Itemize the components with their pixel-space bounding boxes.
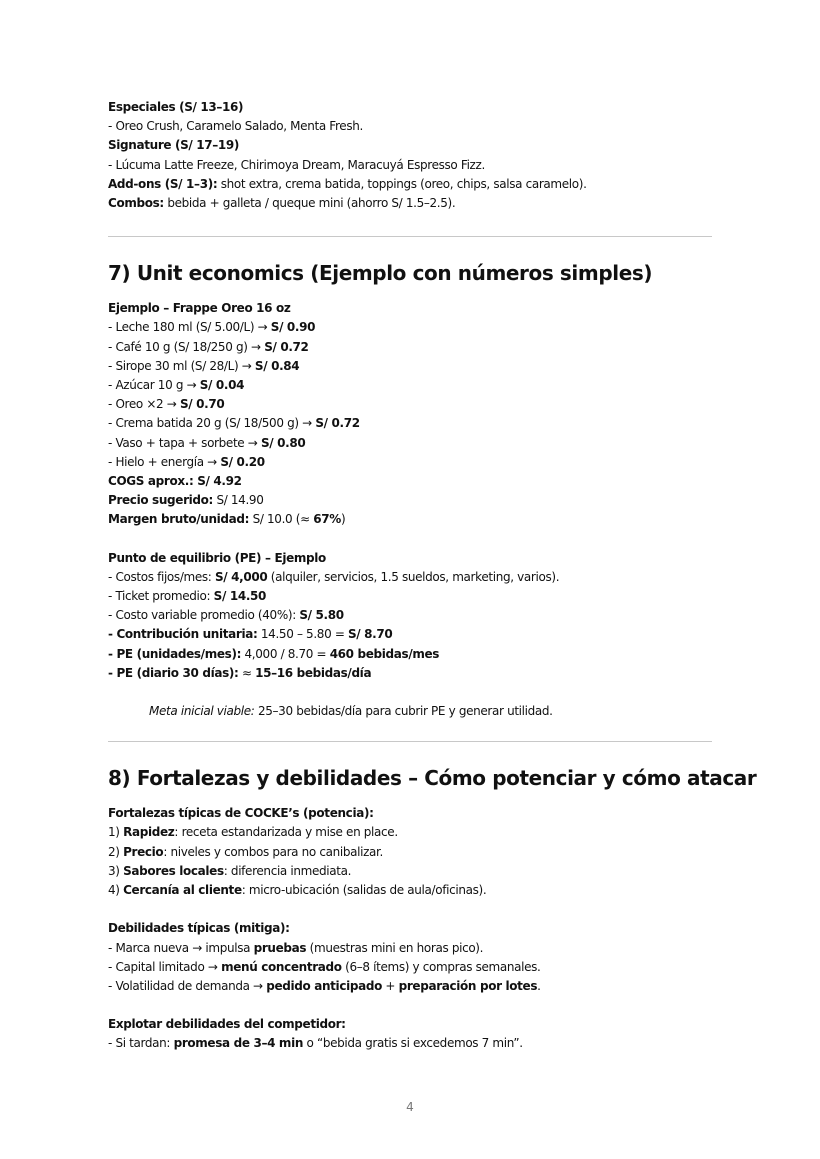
fortaleza-detail: : micro-ubicación (salidas de aula/oficinas). <box>241 883 487 898</box>
cost-item-value: S/ 0.72 <box>264 339 309 354</box>
page-number: 4 <box>406 1100 414 1114</box>
cost-item-value: S/ 0.84 <box>254 358 300 373</box>
contrib-label: - Contribución unitaria: <box>108 627 258 642</box>
explotar-promise: promesa de 3–4 min <box>173 1036 304 1051</box>
addons-text: shot extra, crema batida, toppings (oreo, chips, salsa caramelo). <box>217 176 587 191</box>
cost-item <box>108 395 712 414</box>
margen-close: ) <box>340 512 346 527</box>
pe-mes-text: 4,000 / 8.70 = <box>241 646 330 661</box>
cost-item-label: - Hielo + energía → <box>108 454 221 469</box>
debilidad-detail: . <box>537 978 541 993</box>
debilidad-item <box>108 958 712 977</box>
debilidad-detail: (6–8 ítems) y compras semanales. <box>341 959 541 974</box>
margen-pct: 67% <box>313 512 341 527</box>
debilidad-action: pedido anticipado <box>266 978 382 993</box>
cost-item-label: - Azúcar 10 g → <box>108 378 200 393</box>
debilidad-item <box>108 939 712 958</box>
debilidad-joiner: + <box>381 978 399 993</box>
pe-mensual <box>108 645 712 664</box>
pe-dia-value: 15–16 bebidas/día <box>255 665 372 680</box>
cost-item-label: - Oreo ×2 → <box>108 397 180 412</box>
cost-item <box>108 357 712 376</box>
fortaleza-item <box>108 881 712 900</box>
costo-var-label: - Costo variable promedio (40%): <box>108 608 300 623</box>
meta-inicial <box>108 702 712 721</box>
fortaleza-name: Rapidez <box>123 825 175 840</box>
pe-diario <box>108 664 712 683</box>
addons-label: Add-ons (S/ 1–3): <box>108 176 218 191</box>
cost-item-label: - Café 10 g (S/ 18/250 g) → <box>108 339 265 354</box>
debilidad-text: - Marca nueva → impulsa <box>108 940 254 955</box>
combos-text: bebida + galleta / queque mini (ahorro S/ 1.5–2.5). <box>163 196 456 211</box>
addons-line <box>108 175 712 194</box>
debilidad-text: - Volatilidad de demanda → <box>108 978 267 993</box>
meta-text: 25–30 bebidas/día para cubrir PE y generar utilidad. <box>254 704 553 719</box>
debilidad-action: pruebas <box>253 940 307 955</box>
document-body <box>108 98 757 1054</box>
fortaleza-item <box>108 862 712 881</box>
margen-label: Margen bruto/unidad: <box>108 512 250 527</box>
combos-label: Combos: <box>108 196 164 211</box>
contribucion-unitaria <box>108 625 712 644</box>
precio-sugerido <box>108 491 712 510</box>
especiales-items: - Oreo Crush, Caramelo Salado, Menta Fresh. <box>108 119 363 134</box>
debilidad-text: - Capital limitado → <box>108 959 222 974</box>
meta-label: Meta inicial viable: <box>149 704 255 719</box>
cost-item-label: - Sirope 30 ml (S/ 28/L) → <box>108 358 255 373</box>
fortaleza-item <box>108 843 712 862</box>
signature-items: - Lúcuma Latte Freeze, Chirimoya Dream, Maracuyá Espresso Fizz. <box>108 157 485 172</box>
signature-title: Signature (S/ 17–19) <box>108 138 240 153</box>
pe-dia-text: ≈ <box>238 665 256 680</box>
fortaleza-number: 1) <box>108 825 124 840</box>
pe-dia-label: - PE (diario 30 días): <box>108 665 239 680</box>
margen-bruto <box>108 510 712 529</box>
cogs-total: COGS aprox.: S/ 4.92 <box>108 474 242 489</box>
margen-value: S/ 10.0 (≈ <box>249 512 314 527</box>
example-title: Ejemplo – Frappe Oreo 16 oz <box>108 301 291 316</box>
debilidad-action: menú concentrado <box>221 959 342 974</box>
precio-value: S/ 14.90 <box>212 493 264 508</box>
pe-mes-label: - PE (unidades/mes): <box>108 646 242 661</box>
section-8-heading: 8) Fortalezas y debilidades – Cómo potenciar y cómo atacar <box>108 766 757 791</box>
cost-item <box>108 453 712 472</box>
explotar-item <box>108 1034 712 1053</box>
costos-fijos <box>108 568 712 587</box>
cost-item <box>108 338 712 357</box>
cost-item-value: S/ 0.20 <box>220 454 265 469</box>
ticket-promedio <box>108 587 712 606</box>
section-7-heading: 7) Unit economics (Ejemplo con números simples) <box>108 261 653 286</box>
costos-fijos-label: - Costos fijos/mes: <box>108 569 215 584</box>
costo-var-value: S/ 5.80 <box>299 608 344 623</box>
combos-line <box>108 194 712 213</box>
explotar-title: Explotar debilidades del competidor: <box>108 1017 346 1032</box>
cost-item-value: S/ 0.72 <box>315 416 360 431</box>
cost-item-label: - Vaso + tapa + sorbete → <box>108 435 261 450</box>
fortaleza-number: 3) <box>108 863 124 878</box>
fortalezas-title: Fortalezas típicas de COCKE’s (potencia): <box>108 806 374 821</box>
explotar-text: - Si tardan: <box>108 1036 174 1051</box>
costos-fijos-value: S/ 4,000 <box>214 569 268 584</box>
costos-fijos-detail: (alquiler, servicios, 1.5 sueldos, marketing, varios). <box>267 569 560 584</box>
debilidad-action: preparación por lotes <box>398 978 538 993</box>
fortaleza-detail: : diferencia inmediata. <box>223 863 352 878</box>
cost-item-value: S/ 0.04 <box>199 378 245 393</box>
especiales-title: Especiales (S/ 13–16) <box>108 100 244 114</box>
fortaleza-name: Precio <box>123 844 164 859</box>
debilidades-title: Debilidades típicas (mitiga): <box>108 921 290 936</box>
fortaleza-number: 2) <box>108 844 124 859</box>
fortaleza-name: Sabores locales <box>123 863 224 878</box>
cost-item-value: S/ 0.70 <box>179 397 225 412</box>
fortaleza-name: Cercanía al cliente <box>123 883 242 898</box>
explotar-detail: o “bebida gratis si excedemos 7 min”. <box>303 1036 523 1051</box>
debilidad-item <box>108 977 712 996</box>
fortaleza-number: 4) <box>108 883 124 898</box>
debilidad-detail: (muestras mini en horas pico). <box>306 940 484 955</box>
cost-item <box>108 414 712 433</box>
pe-mes-value: 460 bebidas/mes <box>329 646 440 661</box>
cost-item-value: S/ 0.90 <box>270 320 316 335</box>
ticket-value: S/ 14.50 <box>213 589 267 604</box>
cost-item-value: S/ 0.80 <box>260 435 306 450</box>
cost-item <box>108 376 712 395</box>
cost-item <box>108 434 712 453</box>
cost-item-label: - Leche 180 ml (S/ 5.00/L) → <box>108 320 271 335</box>
contrib-text: 14.50 – 5.80 = <box>257 627 349 642</box>
fortaleza-item <box>108 823 712 842</box>
costo-variable <box>108 606 712 625</box>
precio-label: Precio sugerido: <box>108 493 213 508</box>
fortaleza-detail: : niveles y combos para no canibalizar. <box>163 844 383 859</box>
cost-item <box>108 318 712 337</box>
contrib-value: S/ 8.70 <box>348 627 393 642</box>
fortaleza-detail: : receta estandarizada y mise en place. <box>174 825 398 840</box>
ticket-label: - Ticket promedio: <box>108 589 214 604</box>
pe-title: Punto de equilibrio (PE) – Ejemplo <box>108 550 326 565</box>
cost-item-label: - Crema batida 20 g (S/ 18/500 g) → <box>108 416 316 431</box>
